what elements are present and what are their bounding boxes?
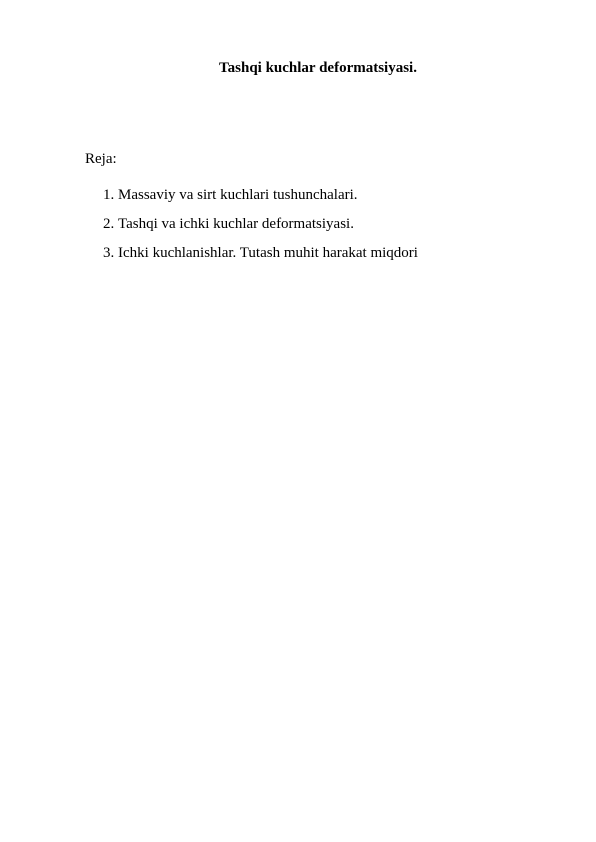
list-item-number: 2. bbox=[103, 216, 115, 232]
page-title: Tashqi kuchlar deformatsiyasi. bbox=[219, 60, 417, 76]
list-item-number: 1. bbox=[103, 187, 115, 203]
plan-label: Reja: bbox=[85, 151, 117, 167]
list-item-number: 3. bbox=[103, 245, 115, 261]
list-item bbox=[103, 181, 418, 210]
list-item-text: Massaviy va sirt kuchlari tushunchalari. bbox=[118, 187, 358, 203]
list-item bbox=[103, 210, 418, 239]
list-item-text: Ichki kuchlanishlar. Tutash muhit harakat miqdori bbox=[118, 245, 418, 261]
list-item bbox=[103, 239, 418, 268]
list-item-text: Tashqi va ichki kuchlar deformatsiyasi. bbox=[118, 216, 354, 232]
plan-list bbox=[103, 181, 418, 268]
